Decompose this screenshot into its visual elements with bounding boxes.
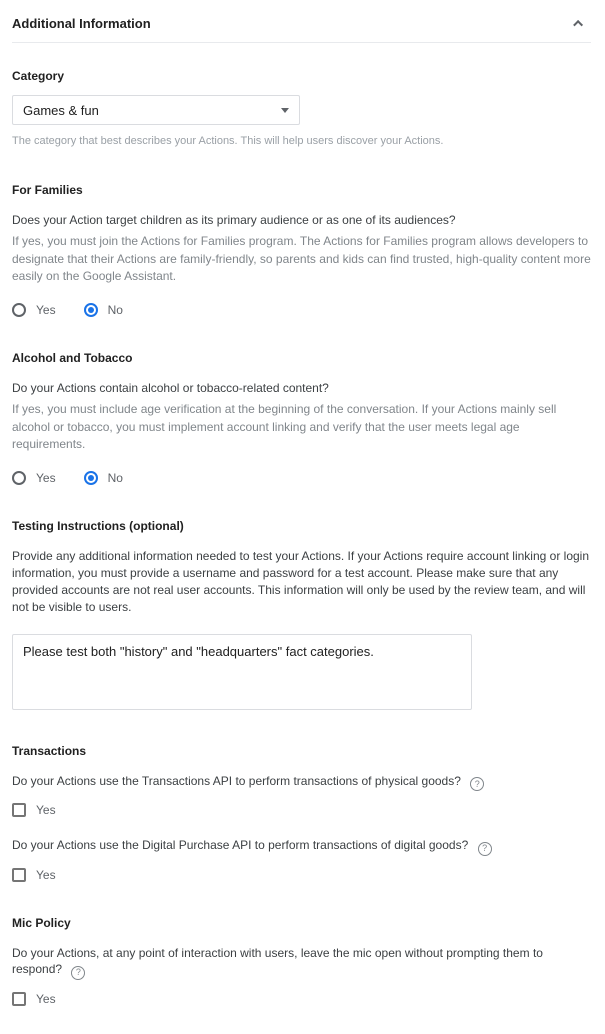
alcohol-tobacco-section xyxy=(12,351,591,485)
checkbox-unchecked-icon xyxy=(12,992,26,1006)
transactions-title: Transactions xyxy=(12,743,87,758)
help-icon[interactable]: ? xyxy=(478,842,492,856)
for-families-title: For Families xyxy=(12,183,83,198)
category-selected-value: Games & fun xyxy=(23,102,99,118)
alcohol-tobacco-title: Alcohol and Tobacco xyxy=(12,351,133,366)
category-helper-text: The category that best describes your Actions. This will help users discover your Actions. xyxy=(12,135,444,147)
help-icon[interactable]: ? xyxy=(71,966,85,980)
alcohol-tobacco-radio-yes[interactable] xyxy=(12,471,56,485)
checkbox-unchecked-icon xyxy=(12,803,26,817)
help-icon[interactable]: ? xyxy=(470,777,484,791)
radio-unchecked-icon xyxy=(12,471,26,485)
mic-policy-question: Do your Actions, at any point of interaction with users, leave the mic open without prompting them to respond? xyxy=(12,945,543,977)
for-families-helper-text: If yes, you must join the Actions for Families program. The Actions for Families program allows developers to designate that their Actions are family-friendly, so parents and kids can find trusted, high-quality content more easily on the Google Assistant. xyxy=(12,234,591,283)
testing-instructions-section xyxy=(12,519,591,709)
alcohol-tobacco-radio-no[interactable] xyxy=(84,471,123,485)
checkbox-yes-label: Yes xyxy=(36,991,56,1006)
radio-checked-icon xyxy=(84,303,98,317)
category-select[interactable] xyxy=(12,95,300,125)
checkbox-yes-label: Yes xyxy=(36,867,56,882)
category-label: Category xyxy=(12,69,65,83)
mic-policy-checkbox-row[interactable] xyxy=(12,992,591,1006)
page-title: Additional Information xyxy=(12,16,151,31)
radio-yes-label: Yes xyxy=(36,471,56,486)
checkbox-yes-label: Yes xyxy=(36,803,56,818)
radio-unchecked-icon xyxy=(12,303,26,317)
for-families-question: Does your Action target children as its primary audience or as one of its audiences? xyxy=(12,213,456,228)
mic-policy-question-row xyxy=(12,945,591,980)
radio-checked-icon xyxy=(84,471,98,485)
checkbox-unchecked-icon xyxy=(12,868,26,882)
mic-policy-title: Mic Policy xyxy=(12,915,71,930)
chevron-up-icon xyxy=(573,20,583,30)
transactions-physical-question-row xyxy=(12,773,591,792)
transactions-digital-question: Do your Actions use the Digital Purchase API to perform transactions of digital goods? xyxy=(12,838,469,853)
alcohol-tobacco-helper-text: If yes, you must include age verification at the beginning of the conversation. If your Actions mainly sell alcohol or tobacco, you must implement account linking and verify that the user meets legal age requirements. xyxy=(12,402,557,451)
testing-instructions-description: Provide any additional information needed to test your Actions. If your Actions require account linking or login information, you must provide a username and password for a test account. Please make sure that any provided accounts are not real user accounts. This information will only be used by the review team, and will not be visible to users. xyxy=(12,549,590,614)
for-families-radio-no[interactable] xyxy=(84,303,123,317)
collapse-section-button[interactable] xyxy=(572,16,587,31)
alcohol-tobacco-radio-group xyxy=(12,471,591,485)
transactions-physical-question: Do your Actions use the Transactions API to perform transactions of physical goods? xyxy=(12,773,461,788)
for-families-radio-group xyxy=(12,303,591,317)
transactions-digital-question-row xyxy=(12,837,591,856)
transactions-digital-checkbox-row[interactable] xyxy=(12,868,591,882)
radio-no-label: No xyxy=(107,471,123,486)
alcohol-tobacco-question: Do your Actions contain alcohol or tobacco-related content? xyxy=(12,381,329,396)
for-families-section xyxy=(12,183,591,317)
for-families-radio-yes[interactable] xyxy=(12,303,56,317)
transactions-section xyxy=(12,744,591,882)
testing-instructions-title: Testing Instructions (optional) xyxy=(12,519,184,534)
radio-yes-label: Yes xyxy=(36,303,56,318)
transactions-physical-checkbox-row[interactable] xyxy=(12,803,591,817)
mic-policy-section xyxy=(12,916,591,1006)
dropdown-caret-icon xyxy=(281,108,289,113)
category-section xyxy=(12,69,591,149)
radio-no-label: No xyxy=(107,303,123,318)
section-header xyxy=(12,0,591,43)
testing-instructions-input[interactable] xyxy=(12,634,472,710)
